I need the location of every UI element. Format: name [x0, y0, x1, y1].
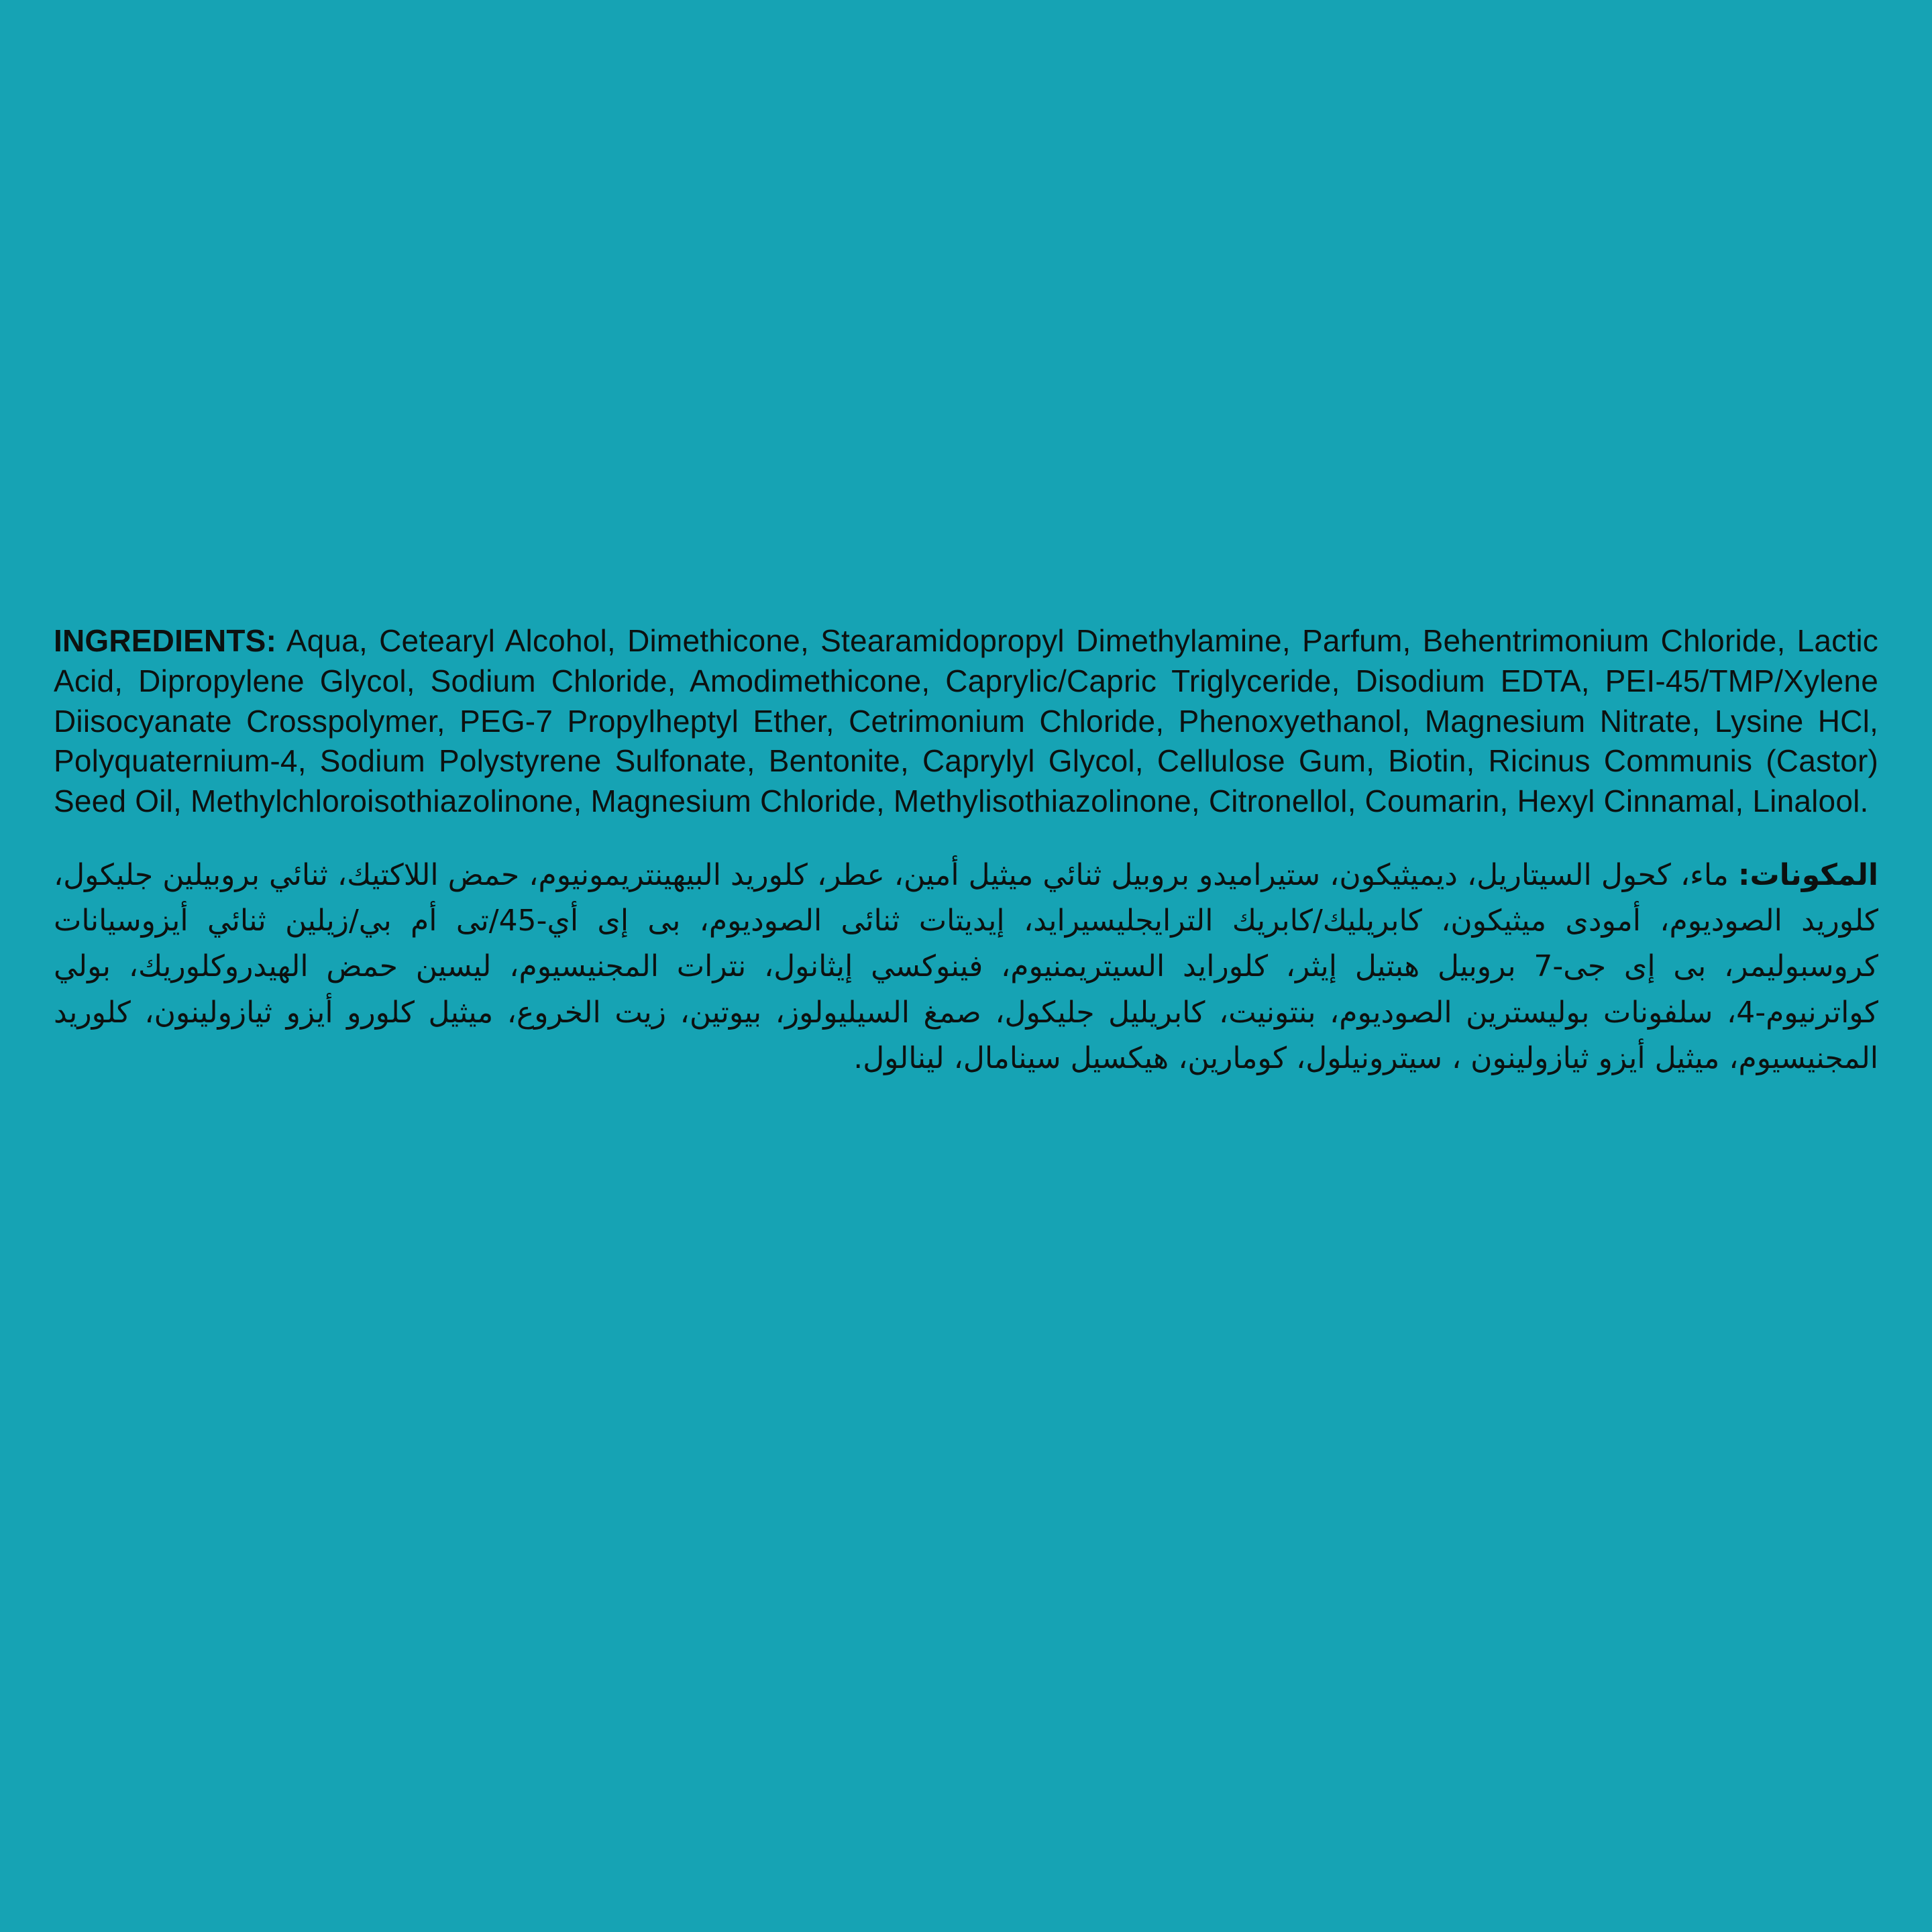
ingredients-arabic-heading: المكونات: — [1737, 857, 1878, 892]
ingredients-english-heading: INGREDIENTS: — [54, 623, 277, 658]
ingredients-arabic-paragraph — [54, 853, 1878, 1081]
ingredients-english-body: Aqua, Cetearyl Alcohol, Dimethicone, Stearamidopropyl Dimethylamine, Parfum, Behentrimonium Chloride, Lactic Acid, Dipropylene Glycol, Sodium Chloride, Amodimethicone, Caprylic/Capric Triglyceride, Disodium EDTA, PEI-45/TMP/Xylene Diisocyanate Crosspolymer, PEG-7 Propylheptyl Ether, Cetrimonium Chloride, Phenoxyethanol, Magnesium Nitrate, Lysine HCl, Polyquaternium-4, Sodium Polystyrene Sulfonate, Bentonite, Caprylyl Glycol, Cellulose Gum, Biotin, Ricinus Communis (Castor) Seed Oil, Methylchloroisothiazolinone, Magnesium Chloride, Methylisothiazolinone, Citronellol, Coumarin, Hexyl Cinnamal, Linalool. — [54, 623, 1878, 819]
ingredients-label-panel — [54, 590, 1878, 1111]
ingredients-arabic-body: ماء، كحول السيتاريل، ديميثيكون، ستيراميدو بروبيل ثنائي ميثيل أمين، عطر، كلوريد البيهينتريمونيوم، حمض اللاكتيك، ثنائي بروبيلين جليكول، كلوريد الصوديوم، أمودى ميثيكون، كابريليك/كابريك الترايجليسيرايد، إيديتات ثنائى الصوديوم، بى إى أي-45/تى أم بي/زيلين ثنائي أيزوسيانات كروسبوليمر، بى إى جى-7 بروبيل هبتيل إيثر، كلورايد السيتريمنيوم، فينوكسي إيثانول، نترات المجنيسيوم، ليسين حمض الهيدروكلوريك، بولي كواترنيوم-4، سلفونات بوليسترين الصوديوم، بنتونيت، كابريليل جليكول، صمغ السيليولوز، بيوتين، زيت الخروع، ميثيل كلورو أيزو ثيازولينون، كلوريد المجنيسيوم، ميثيل أيزو ثيازولينون ، سيترونيلول، كومارين، هيكسيل سينامال، لينالول. — [54, 857, 1878, 1075]
ingredients-english-paragraph — [54, 621, 1878, 822]
